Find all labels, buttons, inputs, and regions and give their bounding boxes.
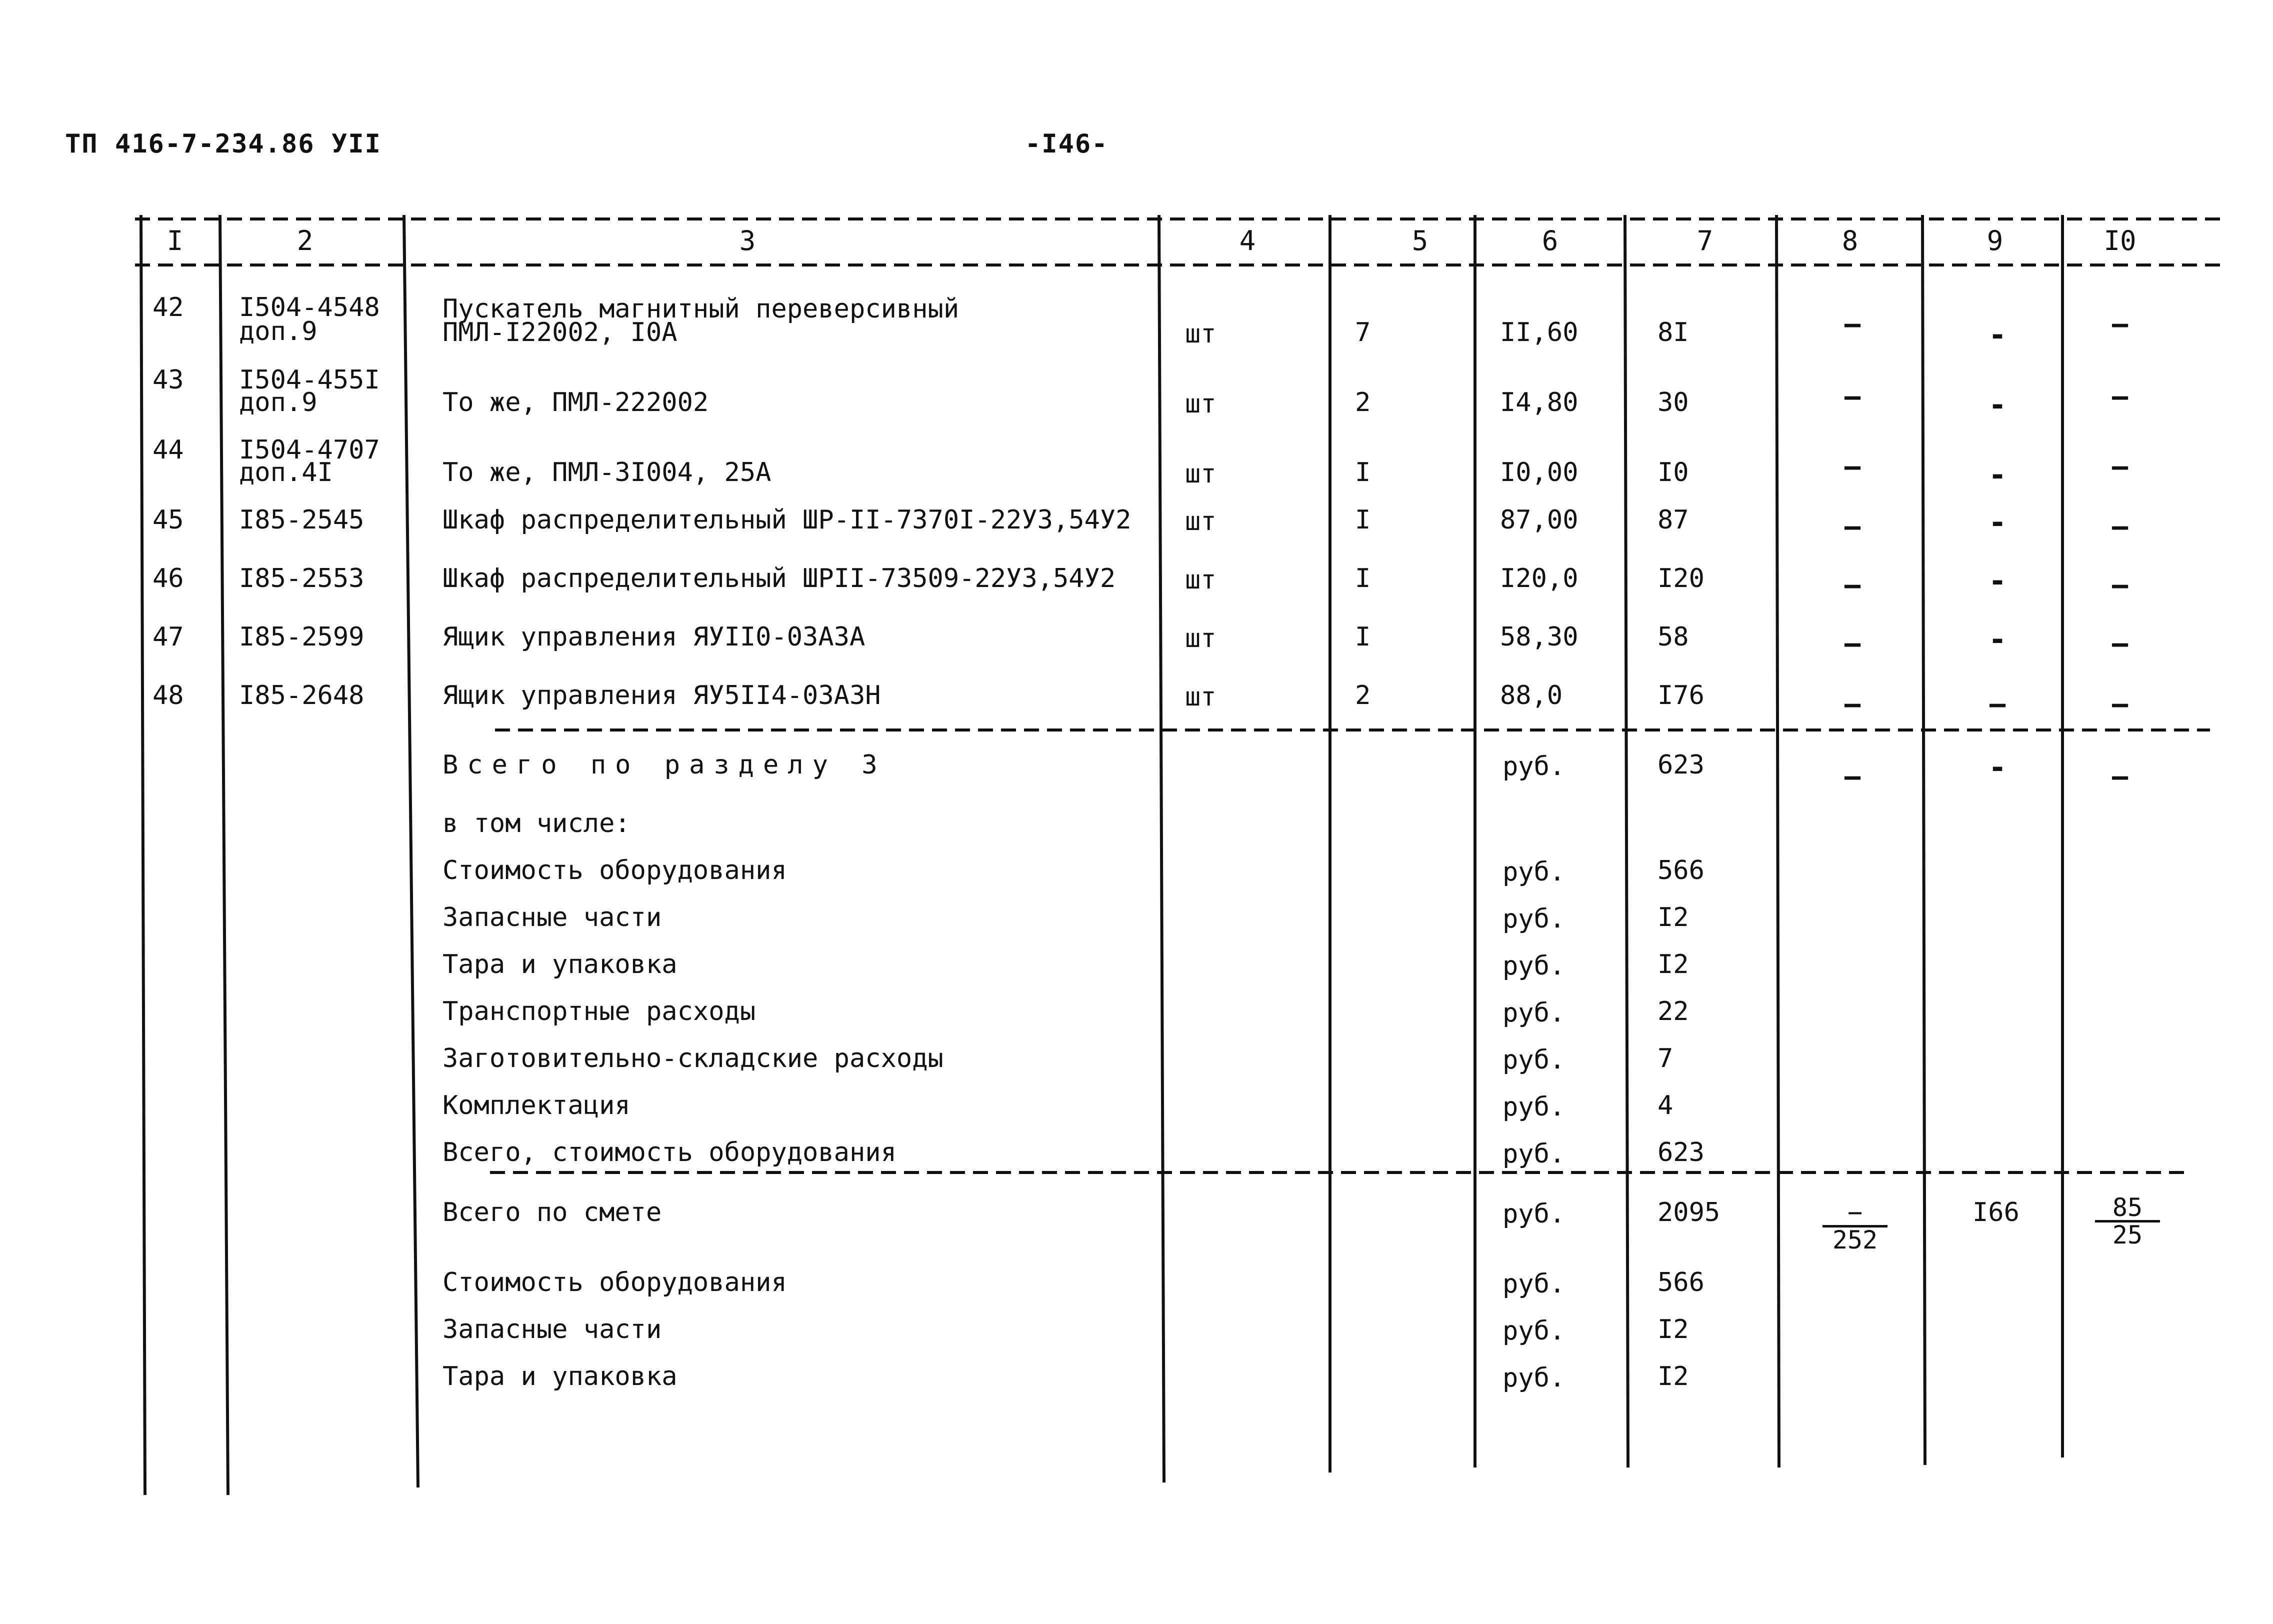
row-qty: I — [1355, 622, 1371, 652]
row-qty: I — [1355, 458, 1371, 488]
row-col9: − — [1988, 688, 2007, 722]
row-price: I20,0 — [1500, 564, 1578, 594]
row-col10: − — [2110, 450, 2130, 485]
section-total-col8: − — [1843, 760, 1862, 795]
breakdown-value: I2 — [1658, 902, 1689, 932]
row-total: 8I — [1658, 318, 1689, 348]
estimate-item-label: Стоимость оборудования — [442, 1268, 787, 1298]
row-col9: - — [1988, 505, 2007, 540]
row-name: Ящик управления ЯУ5II4-03A3H — [442, 680, 881, 710]
breakdown-label: Комплектация — [442, 1090, 630, 1120]
row-unit: шт — [1185, 459, 1216, 489]
row-price: 87,00 — [1500, 505, 1578, 535]
estimate-item-label: Запасные части — [442, 1314, 662, 1344]
column-header-8: 8 — [1842, 225, 1858, 256]
breakdown-unit: руб. — [1502, 1045, 1566, 1075]
row-name-line2: ПМЛ-I22002, I0A — [442, 318, 678, 348]
row-total: I20 — [1658, 564, 1704, 594]
row-total: 30 — [1658, 388, 1689, 418]
row-name: Пускатель магнитный переверсивный — [442, 294, 960, 324]
row-code: I85-2545 — [239, 505, 364, 535]
row-col10: − — [2110, 568, 2130, 604]
row-total: I76 — [1658, 680, 1704, 710]
row-col10: − — [2110, 380, 2130, 415]
row-name: Шкаф распределительный ШРII-73509-22У3,54У2 — [442, 564, 1116, 594]
col-divider-4 — [1159, 215, 1164, 1482]
estimate-item-unit: руб. — [1502, 1269, 1566, 1299]
row-unit: шт — [1185, 682, 1216, 712]
breakdown-value: 22 — [1658, 996, 1689, 1026]
row-code: I504-4548 — [239, 292, 380, 322]
breakdown-label: Всего, стоимость оборудования — [442, 1138, 896, 1168]
row-col9: - — [1988, 318, 2007, 352]
row-col8: − — [1843, 380, 1862, 415]
estimate-total-col8 — [1815, 1200, 1895, 1252]
breakdown-value: 4 — [1658, 1090, 1674, 1120]
breakdown-unit: руб. — [1502, 998, 1566, 1028]
row-code: I85-2553 — [239, 564, 364, 594]
breakdown-value: 7 — [1658, 1044, 1674, 1074]
section-total-col9: - — [1988, 750, 2007, 785]
row-price: I4,80 — [1500, 388, 1578, 418]
row-qty: I — [1355, 505, 1371, 535]
estimate-total-unit: руб. — [1502, 1199, 1566, 1229]
row-price: 58,30 — [1500, 622, 1578, 652]
column-header-1: I — [166, 225, 184, 256]
fraction-numerator: − — [1847, 1198, 1863, 1227]
row-name: То же, ПМЛ-3I004, 25A — [442, 458, 772, 488]
fraction-numerator: 85 — [2112, 1193, 2143, 1222]
row-price: II,60 — [1500, 318, 1578, 348]
column-header-6: 6 — [1542, 225, 1558, 256]
column-header-9: 9 — [1986, 225, 2004, 256]
section-total-col10: − — [2110, 760, 2130, 795]
row-code: I85-2599 — [239, 622, 364, 652]
estimate-total-col10 — [2088, 1195, 2168, 1248]
row-qty: 2 — [1355, 388, 1371, 418]
row-number: 48 — [152, 680, 184, 710]
estimate-total-col9: I66 — [1972, 1198, 2020, 1228]
row-col10: − — [2110, 510, 2130, 545]
breakdown-label: Тара и упаковка — [442, 950, 678, 980]
row-col9: - — [1988, 388, 2007, 422]
fraction-denominator: 252 — [1822, 1225, 1888, 1252]
row-unit: шт — [1185, 319, 1216, 349]
column-header-2: 2 — [296, 225, 314, 256]
row-code-suffix: доп.4I — [239, 458, 333, 488]
row-qty: I — [1355, 564, 1371, 594]
row-qty: 7 — [1355, 318, 1371, 348]
col-divider-2 — [220, 215, 228, 1495]
breakdown-unit: руб. — [1502, 1139, 1566, 1169]
row-number: 42 — [152, 292, 184, 322]
estimate-item-value: 566 — [1658, 1268, 1704, 1298]
row-qty: 2 — [1355, 680, 1371, 710]
row-col10: − — [2110, 688, 2130, 722]
row-number: 47 — [152, 622, 184, 652]
row-unit: шт — [1185, 506, 1216, 536]
estimate-item-value: I2 — [1658, 1362, 1689, 1392]
breakdown-label: Стоимость оборудования — [442, 856, 787, 886]
row-code: I504-455I — [239, 365, 380, 395]
section-total-label: Всего по разделу 3 — [442, 750, 886, 780]
row-name: Ящик управления ЯУII0-03A3A — [442, 622, 866, 652]
col-divider-9 — [1922, 215, 1925, 1465]
page-number: -I46- — [1025, 129, 1108, 159]
document-code: ТП 416-7-234.86 УII — [65, 129, 382, 159]
row-name: То же, ПМЛ-222002 — [442, 388, 709, 418]
breakdown-unit: руб. — [1502, 1092, 1566, 1122]
row-number: 43 — [152, 365, 184, 395]
breakdown-value: 623 — [1658, 1138, 1704, 1168]
row-number: 45 — [152, 505, 184, 535]
row-col9: - — [1988, 564, 2007, 598]
fraction-denominator: 25 — [2095, 1220, 2160, 1248]
column-header-5: 5 — [1412, 225, 1428, 256]
row-col8: − — [1843, 568, 1862, 604]
row-code: I504-4707 — [239, 435, 380, 465]
column-header-10: I0 — [2104, 225, 2136, 256]
section-total-unit: руб. — [1502, 752, 1566, 782]
row-unit: шт — [1185, 565, 1216, 595]
row-col8: − — [1843, 308, 1862, 342]
estimate-item-value: I2 — [1658, 1314, 1689, 1344]
col-divider-3 — [404, 215, 418, 1488]
row-code-suffix: доп.9 — [239, 316, 318, 346]
row-col8: − — [1843, 510, 1862, 545]
col-divider-8 — [1776, 215, 1779, 1468]
row-col8: − — [1843, 450, 1862, 485]
row-total: 58 — [1658, 622, 1689, 652]
breakdown-unit: руб. — [1502, 857, 1566, 887]
row-price: I0,00 — [1500, 458, 1578, 488]
row-code-suffix: доп.9 — [239, 388, 318, 418]
estimate-total-value: 2095 — [1658, 1198, 1720, 1228]
row-unit: шт — [1185, 389, 1216, 419]
row-col9: - — [1988, 458, 2007, 492]
breakdown-label: Транспортные расходы — [442, 996, 756, 1026]
column-header-4: 4 — [1239, 225, 1256, 256]
including-label: в том числе: — [442, 808, 630, 838]
row-number: 44 — [152, 435, 184, 465]
row-col8: − — [1843, 627, 1862, 662]
section-total-value: 623 — [1658, 750, 1704, 780]
row-unit: шт — [1185, 624, 1216, 654]
breakdown-label: Заготовительно-складские расходы — [442, 1044, 944, 1074]
estimate-item-unit: руб. — [1502, 1316, 1566, 1346]
breakdown-value: 566 — [1658, 856, 1704, 886]
breakdown-unit: руб. — [1502, 951, 1566, 981]
row-col9: - — [1988, 622, 2007, 657]
breakdown-value: I2 — [1658, 950, 1689, 980]
row-col10: − — [2110, 627, 2130, 662]
column-header-7: 7 — [1696, 225, 1714, 256]
column-header-3: 3 — [739, 225, 756, 256]
estimate-total-label: Всего по смете — [442, 1198, 662, 1228]
row-price: 88,0 — [1500, 680, 1563, 710]
row-col8: − — [1843, 688, 1862, 722]
col-divider-7 — [1625, 215, 1628, 1468]
row-col10: − — [2110, 308, 2130, 342]
col-divider-1 — [141, 215, 145, 1495]
row-number: 46 — [152, 564, 184, 594]
row-name: Шкаф распределительный ШР-II-7370I-22У3,54У2 — [442, 505, 1132, 535]
breakdown-label: Запасные части — [442, 902, 662, 932]
estimate-item-unit: руб. — [1502, 1363, 1566, 1393]
row-total: 87 — [1658, 505, 1689, 535]
estimate-item-label: Тара и упаковка — [442, 1362, 678, 1392]
row-total: I0 — [1658, 458, 1689, 488]
breakdown-unit: руб. — [1502, 904, 1566, 934]
row-code: I85-2648 — [239, 680, 364, 710]
